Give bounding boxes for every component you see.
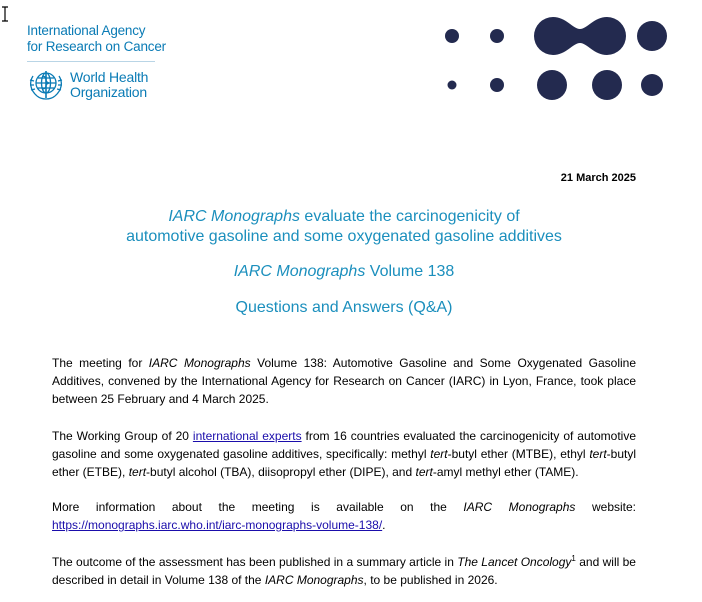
title-series: IARC Monographs bbox=[168, 208, 300, 225]
dot-8 bbox=[641, 74, 663, 96]
dot-7 bbox=[592, 70, 622, 100]
international-experts-link[interactable]: international experts bbox=[192, 429, 302, 443]
volume-title bbox=[52, 262, 636, 282]
decorative-dots bbox=[440, 14, 672, 104]
footnote-ref[interactable]: 1 bbox=[571, 554, 576, 563]
qa-heading: Questions and Answers (Q&A) bbox=[235, 299, 453, 316]
document-title bbox=[52, 207, 636, 247]
paragraph-more-info: More information about the meeting is available on the IARC Monographs website: https://monographs.iarc.who.int/iarc-monographs-volume-138/. bbox=[52, 500, 636, 532]
who-emblem-icon bbox=[26, 68, 66, 102]
document-date: 21 March 2025 bbox=[560, 172, 636, 184]
title-line1: evaluate the carcinogenicity of bbox=[299, 208, 520, 225]
title-line2: automotive gasoline and some oxygenated gasoline additives bbox=[126, 228, 562, 245]
dot-blob bbox=[534, 17, 626, 55]
iarc-logo-line1: International Agency bbox=[27, 23, 146, 38]
who-logo-line2: Organization bbox=[70, 84, 147, 100]
who-logo-line1: World Health bbox=[70, 69, 149, 85]
dot-1 bbox=[445, 29, 459, 43]
dot-4 bbox=[448, 81, 457, 90]
monographs-website-link[interactable]: https://monographs.iarc.who.int/iarc-monographs-volume-138/ bbox=[52, 518, 383, 532]
logo-divider bbox=[27, 61, 155, 62]
dot-6 bbox=[537, 70, 567, 100]
volume-series: IARC Monographs bbox=[233, 263, 366, 280]
paragraph-outcome: The outcome of the assessment has been published in a summary article in The Lancet Oncology$^1$ and will be described in detail in Volume 138 of the IARC Monographs, to be published in 2026. bbox=[52, 554, 636, 587]
text-cursor-icon bbox=[0, 6, 10, 22]
paragraph-working-group: The Working Group of 20 international experts from 16 countries evaluated the carcinogenicity of automotive gasoline and some oxygenated gasoline additives, specifically: methyl tert-butyl ether (MTBE), ethyl tert-butyl ether (ETBE), tert-butyl alcohol (TBA), diisopropyl ether (DIPE), and tert-amyl methyl ether (TAME). bbox=[52, 429, 636, 479]
dot-3 bbox=[637, 21, 667, 51]
iarc-logo-line2: for Research on Cancer bbox=[27, 39, 166, 54]
paragraph-meeting: The meeting for IARC Monographs Volume 138: Automotive Gasoline and Some Oxygenated Gasoline Additives, convened by the International Agency for Research on Cancer (IARC) in Lyon, France, took place between 25 February and 4 March 2025. bbox=[52, 356, 636, 406]
who-logo-text bbox=[70, 70, 148, 100]
dot-2 bbox=[490, 29, 504, 43]
iarc-logo bbox=[27, 23, 166, 55]
dot-5 bbox=[490, 78, 504, 92]
volume-number: Volume 138 bbox=[365, 263, 455, 280]
